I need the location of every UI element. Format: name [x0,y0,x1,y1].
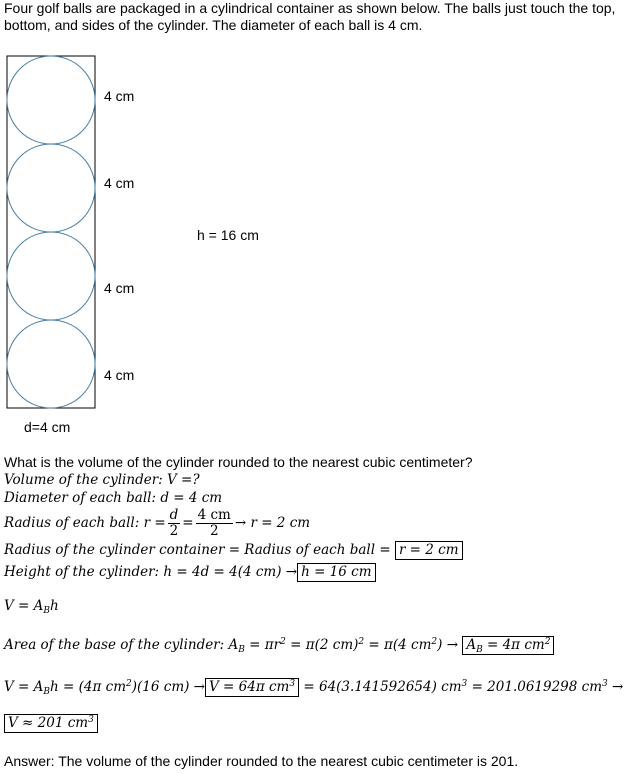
ball-1-diameter-label: 4 cm [104,88,135,104]
height-line [4,564,376,580]
height-boxed: h = 16 cm [297,563,375,582]
final-volume-line [4,715,98,731]
radius-line: Radius of each ball: r = $\frac{d}{2}$ = $\frac{4 cm}{2}$ → r = 2 cm [4,507,311,539]
volume-label: Volume of the cylinder: [4,472,163,488]
diameter-line [4,490,222,506]
volume-formula: $V = A_Bh$ [4,598,59,616]
container-radius-line [4,542,463,558]
golf-ball-3 [7,232,95,320]
radius-lhs: r = [143,515,166,531]
radius-label: Radius of each ball: [4,515,140,531]
volume-calculation-line: $V = A_Bh = (4\pi$ $cm^2)(16$ cm) → V = 64π $cm^3 = 64(3.141592654) cm^3 = 201.0619298$ $cm^3$ → [4,679,624,697]
container-radius-boxed: r = 2 cm [395,541,463,560]
golf-ball-4 [7,320,95,408]
fraction-d-over-2: $\frac{d}{2}$ [169,507,179,539]
container-radius-text: Radius of the cylinder container = Radius of each ball = [4,542,391,558]
question-text: What is the volume of the cylinder rounded to the nearest cubic centimeter? [4,454,473,470]
problem-statement: Four golf balls are packaged in a cylindrical container as shown below. The balls just touch the top, bottom, and sides of the cylinder. The diameter of each ball is 4 cm. [4,0,616,33]
base-area-label: Area of the base of the cylinder: [4,637,225,653]
volume-64pi-boxed: V = 64π $cm^3$ [205,678,299,697]
diameter-text: Diameter of each ball: [4,490,157,506]
height-label: h = 16 cm [197,227,259,243]
volume-unknown-line [4,472,200,488]
answer-text: Answer: The volume of the cylinder rounded to the nearest cubic centimeter is 201. [4,753,519,769]
base-area-line: Area of the base of the cylinder: $A_B = \pi r^2 = \pi(2$ cm)$^2$ = π(4 $cm^2) \to A_B = 4\pi$ $cm^2$ [4,637,554,653]
ball-2-diameter-label: 4 cm [104,175,135,191]
radius-result: → r = 2 cm [234,515,311,531]
ball-4-diameter-label: 4 cm [104,367,135,383]
diameter-value: d = 4 cm [160,490,223,506]
golf-ball-1 [7,56,95,144]
fraction-4cm-over-2: $\frac{4 cm}{2}$ [197,507,231,539]
final-volume-boxed: V ≈ 201 $cm^3$ [4,714,98,733]
golf-ball-2 [7,144,95,232]
diameter-label: d=4 cm [24,419,71,435]
ball-3-diameter-label: 4 cm [104,280,135,296]
base-area-boxed: $A_B = 4\pi$ $cm^2$ [462,636,554,655]
volume-unknown: V =? [167,472,200,488]
height-text: Height of the cylinder: h = 4d = 4(4 cm) → [4,564,298,580]
